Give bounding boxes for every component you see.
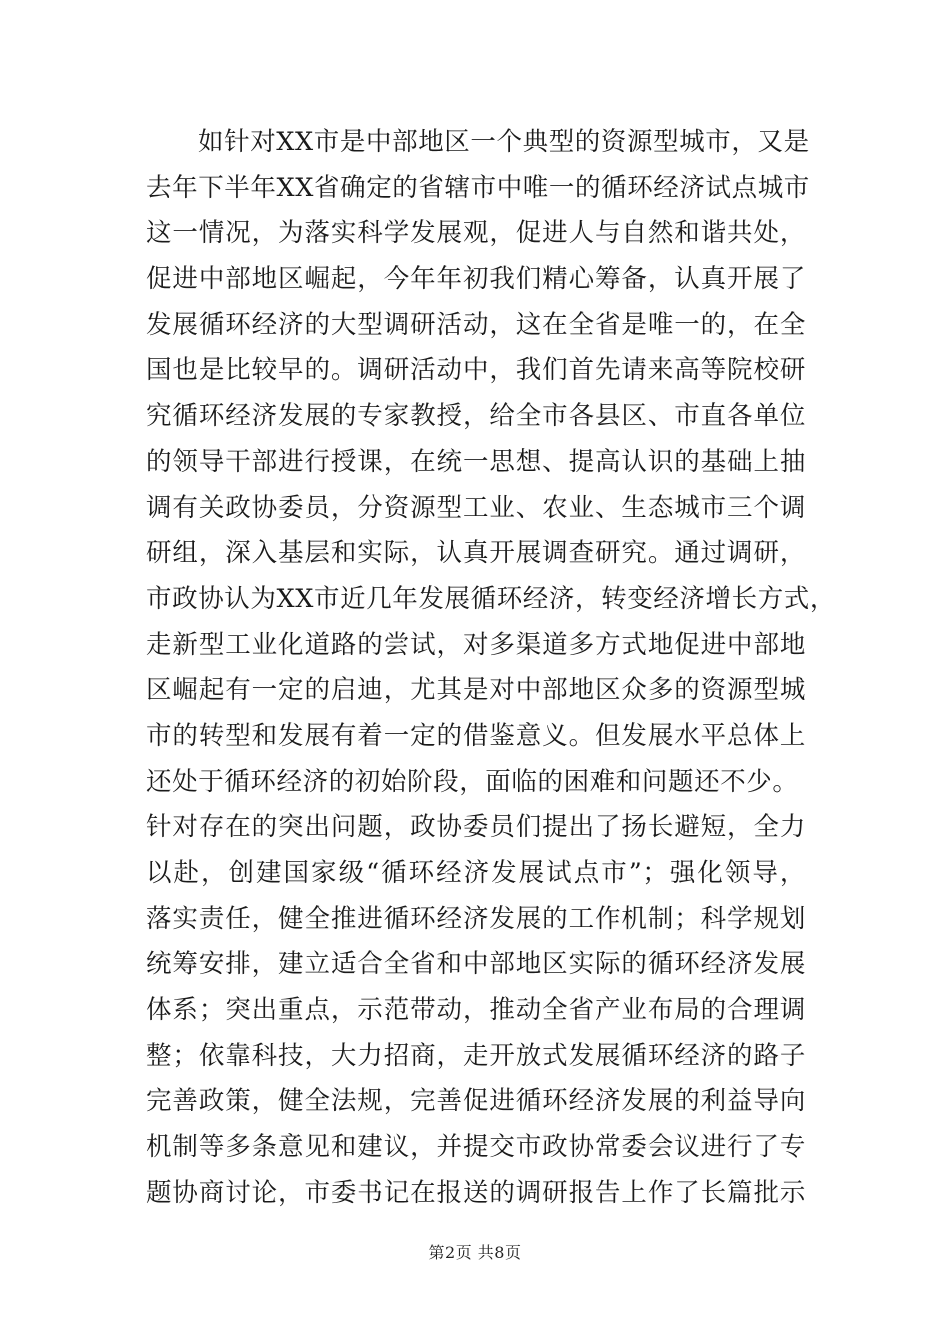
text-line: 究循环经济发展的专家教授，给全市各县区、市直各单位 xyxy=(146,401,806,432)
page-number-footer: 第2页 共8页 xyxy=(428,1243,522,1262)
text-line: 市的转型和发展有着一定的借鉴意义。但发展水平总体上 xyxy=(146,720,806,751)
text-line: 调有关政协委员，分资源型工业、农业、生态城市三个调 xyxy=(146,492,806,523)
text-line: 的领导干部进行授课，在统一思想、提高认识的基础上抽 xyxy=(146,446,806,477)
text-line: 市政协认为XX市近几年发展循环经济，转变经济增长方式， xyxy=(146,583,837,614)
text-line: 整；依靠科技，大力招商，走开放式发展循环经济的路子 xyxy=(146,1040,806,1071)
text-line: 国也是比较早的。调研活动中，我们首先请来高等院校研 xyxy=(146,355,806,386)
text-line: 题协商讨论，市委书记在报送的调研报告上作了长篇批示 xyxy=(146,1177,806,1208)
text-line: 促进中部地区崛起，今年年初我们精心筹备，认真开展了 xyxy=(146,264,806,295)
body-paragraph xyxy=(146,120,837,1217)
text-line: 走新型工业化道路的尝试，对多渠道多方式地促进中部地 xyxy=(146,629,806,660)
text-line: 区崛起有一定的启迪，尤其是对中部地区众多的资源型城 xyxy=(146,675,806,706)
text-line: 机制等多条意见和建议，并提交市政协常委会议进行了专 xyxy=(146,1132,806,1163)
text-line: 统筹安排，建立适合全省和中部地区实际的循环经济发展 xyxy=(146,949,806,980)
text-line: 落实责任，健全推进循环经济发展的工作机制；科学规划 xyxy=(146,903,806,934)
text-line: 完善政策，健全法规，完善促进循环经济发展的利益导向 xyxy=(146,1086,806,1117)
text-line: 以赴，创建国家级“循环经济发展试点市”；强化领导， xyxy=(146,858,806,888)
text-line: 体系；突出重点，示范带动，推动全省产业布局的合理调 xyxy=(146,995,806,1026)
text-line: 去年下半年XX省确定的省辖市中唯一的循环经济试点城市 xyxy=(146,172,810,203)
text-line: 这一情况，为落实科学发展观，促进人与自然和谐共处， xyxy=(146,218,806,249)
text-line: 针对存在的突出问题，政协委员们提出了扬长避短，全力 xyxy=(146,812,806,843)
text-line: 还处于循环经济的初始阶段，面临的困难和问题还不少。 xyxy=(146,766,799,797)
text-line: 发展循环经济的大型调研活动，这在全省是唯一的，在全 xyxy=(146,309,806,340)
text-line: 如针对XX市是中部地区一个典型的资源型城市，又是 xyxy=(198,127,810,157)
text-line: 研组，深入基层和实际，认真开展调查研究。通过调研， xyxy=(146,538,806,569)
